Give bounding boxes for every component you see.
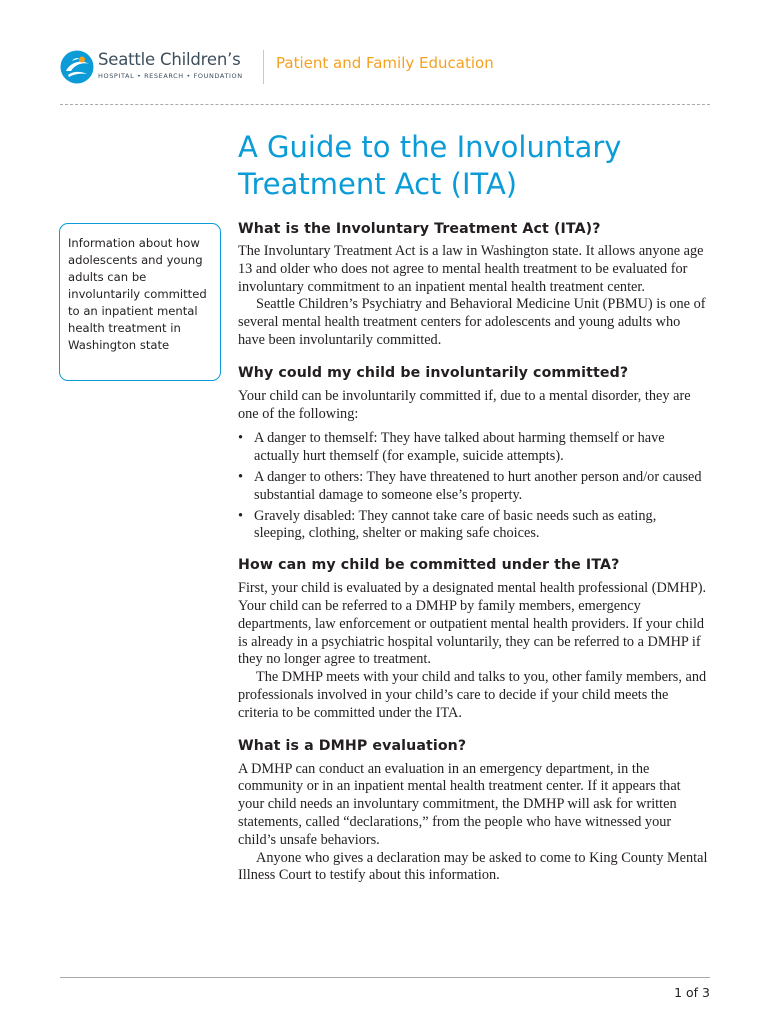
page-number: 1 of 3	[674, 985, 710, 1000]
section-title: Patient and Family Education	[276, 54, 494, 72]
paragraph: The DMHP meets with your child and talks to you, other family members, and professionals involved in your child’s care to decide if your child meets the criteria to be committed under the ITA.	[238, 669, 707, 721]
section-what-is-ita	[238, 219, 710, 350]
section-heading: How can my child be committed under the ITA?	[238, 557, 620, 574]
footer-rule	[60, 977, 710, 978]
bullet-icon: •	[238, 468, 244, 485]
paragraph: Your child can be involuntarily committed if, due to a mental disorder, they are one of the following:	[238, 387, 691, 422]
section-how-committed	[238, 555, 710, 722]
paragraph: Seattle Children’s Psychiatry and Behavioral Medicine Unit (PBMU) is one of several mental health treatment centers for adolescents and young adults who have been involuntarily committed.	[238, 296, 706, 348]
paragraph: The Involuntary Treatment Act is a law in Washington state. It allows anyone age 13 and older who does not agree to mental health treatment to be evaluated for involuntary commitment to an inpatient mental health treatment center.	[238, 243, 704, 295]
section-why-committed	[238, 363, 710, 543]
list-item-text: A danger to others: They have threatened to hurt another person and/or caused substantial damage to someone else’s property.	[254, 468, 702, 503]
document-title: A Guide to the Involuntary Treatment Act (ITA)	[238, 130, 622, 201]
org-tagline: HOSPITAL • RESEARCH • FOUNDATION	[98, 72, 243, 80]
list-item-text: A danger to themself: They have talked about harming themself or have actually hurt themself (for example, suicide attempts).	[254, 430, 665, 465]
summary-callout-box	[59, 223, 221, 381]
list-item	[238, 508, 710, 544]
section-dmhp-evaluation	[238, 736, 710, 886]
summary-callout-text: Information about how adolescents and young adults can be involuntarily committed to an inpatient mental health treatment in Washington state	[68, 236, 207, 352]
document-body	[238, 219, 710, 885]
paragraph: Anyone who gives a declaration may be asked to come to King County Mental Illness Court to testify about this information.	[238, 849, 708, 884]
bullet-icon: •	[238, 507, 244, 524]
paragraph: A DMHP can conduct an evaluation in an emergency department, in the community or in an inpatient mental health treatment center. If it appears that your child needs an involuntary commitment, the DMHP will ask for written statements, called “declarations,” from the people who have witnessed your child’s unsafe behaviors.	[238, 760, 681, 848]
header-dashed-rule	[60, 104, 710, 105]
list-item	[238, 469, 710, 505]
list-item	[238, 430, 710, 466]
list-item-text: Gravely disabled: They cannot take care of basic needs such as eating, sleeping, clothing, shelter or making safe choices.	[254, 507, 657, 542]
seattle-childrens-logo-icon	[60, 50, 94, 84]
header-divider	[263, 50, 264, 84]
criteria-list	[238, 430, 710, 543]
page-header	[60, 48, 720, 88]
section-heading: What is the Involuntary Treatment Act (ITA)?	[238, 221, 601, 237]
bullet-icon: •	[238, 430, 244, 447]
section-heading: What is a DMHP evaluation?	[238, 737, 467, 754]
section-heading: Why could my child be involuntarily committed?	[238, 364, 629, 381]
paragraph: First, your child is evaluated by a designated mental health professional (DMHP). Your child can be referred to a DMHP by family members, emergency departments, law enforcement or outpatient mental health providers. If your child is already in a psychiatric hospital voluntarily, they can be referred to a DMHP if they no longer agree to treatment.	[238, 580, 707, 668]
org-name: Seattle Children’s	[98, 50, 241, 69]
